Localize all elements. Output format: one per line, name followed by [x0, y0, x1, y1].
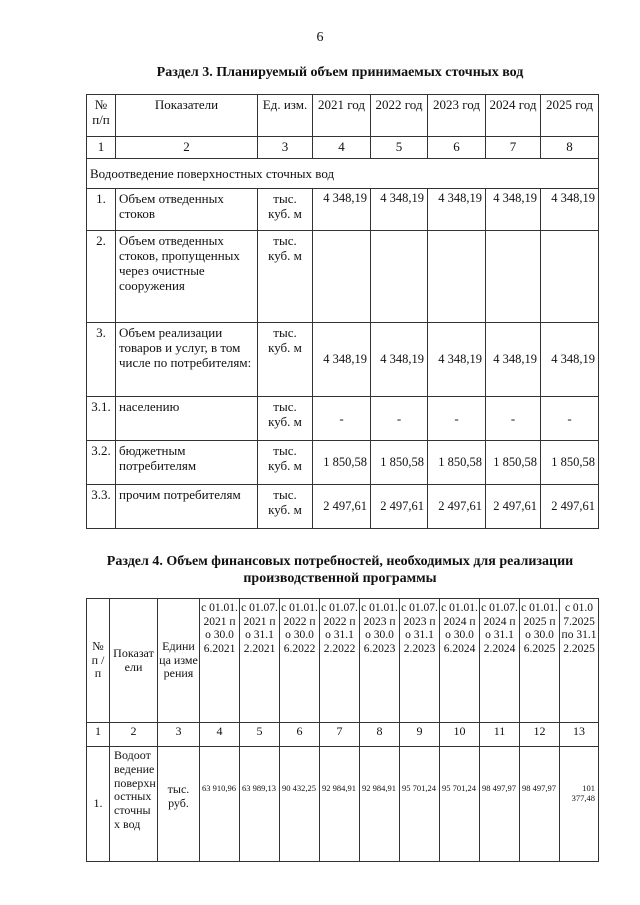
value-cell: 95 701,24	[400, 747, 440, 862]
value-cell: 63 989,13	[240, 747, 280, 862]
column-number: 10	[440, 723, 480, 747]
value-cell: -	[371, 397, 428, 441]
page-number: 6	[316, 30, 324, 45]
column-number: 4	[313, 137, 371, 159]
row-name: Водоотведение поверхностных сточных вод	[110, 747, 158, 862]
header-cell: Ед. изм.	[258, 95, 313, 137]
column-number: 2	[110, 723, 158, 747]
value-cell	[428, 231, 486, 323]
row-unit: тыс. руб.	[158, 747, 200, 862]
value-cell: -	[428, 397, 486, 441]
table-header-row	[87, 95, 599, 137]
column-number: 3	[258, 137, 313, 159]
row-number: 1.	[87, 189, 116, 231]
column-number: 11	[480, 723, 520, 747]
table-row	[87, 231, 599, 323]
period-header: с 01.07.2025 по 31.12.2025	[560, 599, 599, 723]
section4-title: Раздел 4. Объем финансовых потребностей, необходимых для реализации производственной программы	[106, 554, 574, 586]
row-number: 3.3.	[87, 485, 116, 529]
period-header: с 01.01.2023 по 30.06.2023	[360, 599, 400, 723]
table-header-row	[87, 599, 599, 723]
row-unit: тыс. куб. м	[258, 485, 313, 529]
period-header: с 01.07.2023 по 31.12.2023	[400, 599, 440, 723]
value-cell: 4 348,19	[541, 323, 599, 397]
row-name: прочим потребителям	[116, 485, 258, 529]
row-unit: тыс. куб. м	[258, 397, 313, 441]
value-cell: 1 850,58	[486, 441, 541, 485]
value-cell: 90 432,25	[280, 747, 320, 862]
row-number: 3.2.	[87, 441, 116, 485]
period-header: с 01.01.2022 по 30.06.2022	[280, 599, 320, 723]
row-unit: тыс. куб. м	[258, 189, 313, 231]
column-number: 9	[400, 723, 440, 747]
table-row	[87, 441, 599, 485]
value-cell: 2 497,61	[486, 485, 541, 529]
header-cell: Единица измерения	[158, 599, 200, 723]
value-cell: 1 850,58	[371, 441, 428, 485]
value-cell: 92 984,91	[320, 747, 360, 862]
row-name: Объем реализации товаров и услуг, в том числе по потребителям:	[116, 323, 258, 397]
header-cell: 2024 год	[486, 95, 541, 137]
value-cell: 92 984,91	[360, 747, 400, 862]
planned-volume-table	[86, 94, 599, 529]
row-number: 2.	[87, 231, 116, 323]
header-cell: № п / п	[87, 599, 110, 723]
column-number: 2	[116, 137, 258, 159]
header-cell: № п/п	[87, 95, 116, 137]
period-header: с 01.01.2024 по 30.06.2024	[440, 599, 480, 723]
column-number: 1	[87, 723, 110, 747]
value-cell: -	[486, 397, 541, 441]
column-number: 12	[520, 723, 560, 747]
value-cell: 1 850,58	[428, 441, 486, 485]
column-number: 3	[158, 723, 200, 747]
value-cell: 1 850,58	[313, 441, 371, 485]
value-cell: 2 497,61	[428, 485, 486, 529]
table-row	[87, 747, 599, 862]
row-number: 3.1.	[87, 397, 116, 441]
header-cell: 2021 год	[313, 95, 371, 137]
header-cell: Показатели	[110, 599, 158, 723]
value-cell	[313, 231, 371, 323]
row-unit: тыс. куб. м	[258, 441, 313, 485]
financial-needs-table	[86, 598, 599, 862]
row-unit: тыс. куб. м	[258, 323, 313, 397]
row-name: бюджетным потребителям	[116, 441, 258, 485]
value-cell: 2 497,61	[371, 485, 428, 529]
column-number: 8	[360, 723, 400, 747]
column-number: 6	[280, 723, 320, 747]
value-cell: 4 348,19	[486, 323, 541, 397]
column-number: 7	[486, 137, 541, 159]
table-row	[87, 485, 599, 529]
value-cell: 2 497,61	[313, 485, 371, 529]
table-row	[87, 323, 599, 397]
value-cell	[541, 231, 599, 323]
column-number: 8	[541, 137, 599, 159]
row-name: Объем отведенных стоков	[116, 189, 258, 231]
value-cell: -	[541, 397, 599, 441]
table-row	[87, 397, 599, 441]
value-cell: 63 910,96	[200, 747, 240, 862]
value-cell: 4 348,19	[428, 323, 486, 397]
value-cell: 4 348,19	[371, 189, 428, 231]
group-title-row	[87, 159, 599, 189]
row-name: Объем отведенных стоков, пропущенных через очистные сооружения	[116, 231, 258, 323]
group-title: Водоотведение поверхностных сточных вод	[87, 159, 599, 189]
value-cell	[371, 231, 428, 323]
table-row	[87, 189, 599, 231]
column-number: 1	[87, 137, 116, 159]
section3-title: Раздел 3. Планируемый объем принимаемых сточных вод	[156, 65, 524, 80]
value-cell: 4 348,19	[486, 189, 541, 231]
column-number-row	[87, 723, 599, 747]
row-number: 1.	[87, 747, 110, 862]
period-header: с 01.07.2024 по 31.12.2024	[480, 599, 520, 723]
value-cell: 4 348,19	[371, 323, 428, 397]
column-number: 13	[560, 723, 599, 747]
value-cell: 4 348,19	[313, 323, 371, 397]
column-number: 4	[200, 723, 240, 747]
period-header: с 01.07.2022 по 31.12.2022	[320, 599, 360, 723]
value-cell: 2 497,61	[541, 485, 599, 529]
value-cell: 4 348,19	[428, 189, 486, 231]
column-number: 5	[371, 137, 428, 159]
header-cell: Показатели	[116, 95, 258, 137]
value-cell: 98 497,97	[480, 747, 520, 862]
period-header: с 01.01.2021 по 30.06.2021	[200, 599, 240, 723]
header-cell: 2023 год	[428, 95, 486, 137]
column-number: 5	[240, 723, 280, 747]
column-number: 7	[320, 723, 360, 747]
period-header: с 01.07.2021 по 31.12.2021	[240, 599, 280, 723]
row-unit: тыс. куб. м	[258, 231, 313, 323]
row-name: населению	[116, 397, 258, 441]
column-number: 6	[428, 137, 486, 159]
column-number-row	[87, 137, 599, 159]
value-cell: 4 348,19	[541, 189, 599, 231]
value-cell	[486, 231, 541, 323]
value-cell: 98 497,97	[520, 747, 560, 862]
value-cell: 101 377,48	[560, 747, 599, 862]
value-cell: 95 701,24	[440, 747, 480, 862]
header-cell: 2025 год	[541, 95, 599, 137]
value-cell: 4 348,19	[313, 189, 371, 231]
period-header: с 01.01.2025 по 30.06.2025	[520, 599, 560, 723]
value-cell: 1 850,58	[541, 441, 599, 485]
row-number: 3.	[87, 323, 116, 397]
header-cell: 2022 год	[371, 95, 428, 137]
value-cell: -	[313, 397, 371, 441]
